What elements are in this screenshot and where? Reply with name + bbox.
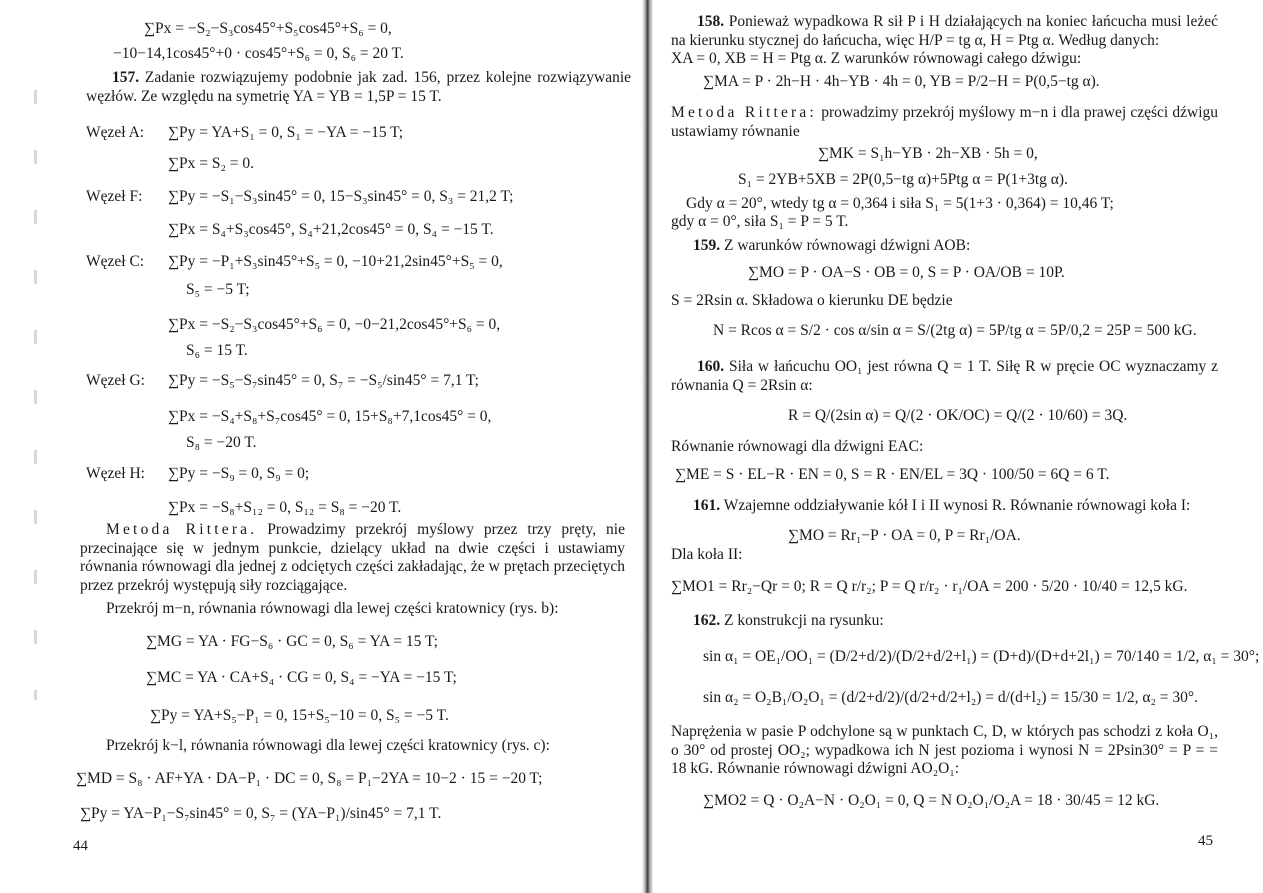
paragraph-162-continued: Naprężenia w pasie P odchylone są w punktach C, D, w których pas schodzi z koła O₁, o 30° od prostej OO₂; wypadkowa ich N jest pozioma i wynosi N = 2Psin30° = P = = 18 kG. Równanie równowagi dźwigni AO₂O₁: — [671, 723, 1218, 777]
paragraph-text: Z konstrukcji na rysunku: — [724, 612, 884, 629]
text-line: XA = 0, XB = H = Ptg α. Z warunków równowagi całego dźwigu: — [671, 50, 1082, 67]
equation-line: ∑MK = S₁h−YB · 2h−XB · 5h = 0, — [818, 145, 1038, 162]
equation-line: ∑Px = −S₄+S₈+S₇cos45° = 0, 15+S₈+7,1cos45° = 0, — [168, 408, 492, 425]
equation-line: ∑Py = YA−P₁−S₇sin45° = 0, S₇ = (YA−P₁)/sin45° = 7,1 T. — [80, 805, 442, 822]
node-label-f: Węzeł F: — [86, 188, 143, 205]
paragraph-158 — [671, 13, 1218, 50]
equation-line: sin α₂ = O₂B₁/O₂O₁ = (d/2+d/2)/(d/2+d/2+l₂) = d/(d+l₂) = 15/30 = 1/2, α₂ = 30°. — [703, 689, 1198, 706]
paragraph-text: Wzajemne oddziaływanie kół I i II wynosi R. Równanie równowagi koła I: — [723, 497, 1191, 514]
paragraph-159 — [693, 237, 970, 255]
paragraph-section-mn: Przekrój m−n, równania równowagi dla lewej części kratownicy (rys. b): — [106, 600, 559, 617]
right-page — [653, 0, 1263, 893]
equation-line: S₁ = 2YB+5XB = 2P(0,5−tg α)+5Ptg α = P(1+3tg α). — [738, 171, 1068, 188]
equation-line: ∑MD = S₈ · AF+YA · DA−P₁ · DC = 0, S₈ = P₁−2YA = 10−2 · 15 = −20 T; — [76, 770, 543, 787]
equation-line: ∑MG = YA · FG−S₆ · GC = 0, S₆ = YA = 15 T; — [146, 633, 438, 650]
text-line: Gdy α = 20°, wtedy tg α = 0,364 i siła S₁ = 5(1+3 · 0,364) = 10,46 T; — [686, 195, 1114, 212]
page-number: 45 — [1198, 833, 1213, 849]
section-heading: Metoda Rittera: — [671, 104, 818, 121]
equation-line: −10−14,1cos45°+0 · cos45°+S₆ = 0, S₆ = 20 T. — [113, 45, 404, 62]
problem-number: 158. — [697, 13, 725, 30]
equation-line: ∑MC = YA · CA+S₄ · CG = 0, S₄ = −YA = −15 T; — [146, 669, 457, 686]
node-label-h: Węzeł H: — [86, 465, 145, 482]
paragraph-ritter-method — [671, 104, 1218, 141]
node-label-a: Węzeł A: — [86, 124, 145, 141]
text-line: Równanie równowagi dla dźwigni EAC: — [671, 438, 924, 455]
node-label-g: Węzeł G: — [86, 372, 145, 389]
equation-line: ∑Px = S₄+S₃cos45°, S₄+21,2cos45° = 0, S₄ = −15 T. — [168, 221, 494, 238]
equation-line: ∑Py = YA+S₅−P₁ = 0, 15+S₅−10 = 0, S₅ = −5 T. — [150, 707, 449, 724]
problem-number: 160. — [697, 358, 725, 375]
problem-number: 157. — [112, 69, 140, 86]
equation-line: N = Rcos α = S/2 · cos α/sin α = S/(2tg α) = 5P/tg α = 5P/0,2 = 25P = 500 kG. — [713, 322, 1197, 339]
equation-line: ∑Px = −S₂−S₃cos45°+S₆ = 0, −0−21,2cos45°+S₆ = 0, — [168, 316, 501, 333]
equation-line: S₅ = −5 T; — [186, 281, 250, 298]
paragraph-section-kl: Przekrój k−l, równania równowagi dla lewej części kratownicy (rys. c): — [106, 737, 550, 754]
book-spine — [641, 0, 653, 893]
equation-line: R = Q/(2sin α) = Q/(2 · OK/OC) = Q/(2 · 10/60) = 3Q. — [788, 407, 1128, 424]
equation-line: ∑Py = YA+S₁ = 0, S₁ = −YA = −15 T; — [168, 124, 404, 141]
equation-line: ∑MA = P · 2h−H · 4h−YB · 4h = 0, YB = P/2−H = P(0,5−tg α). — [703, 73, 1100, 90]
equation-line: S₆ = 15 T. — [186, 342, 248, 359]
paragraph-text: Prowadzimy przekrój myślowy przez trzy pręty, nie przecinające się w jednym punkcie, dzielący układ na dwie części i ustawiamy równania równowagi dla jednej z odciętych części zakładając, że w prętach przeciętych przez przekrój występują siły rozciągające. — [80, 521, 625, 594]
text-line: gdy α = 0°, siła S₁ = P = 5 T. — [671, 213, 849, 230]
equation-line: ∑Py = −P₁+S₃sin45°+S₅ = 0, −10+21,2sin45°+S₅ = 0, — [168, 253, 503, 270]
paragraph-160 — [671, 358, 1218, 395]
equation-line: ∑Px = S₂ = 0. — [168, 155, 255, 172]
paragraph-text: Z warunków równowagi dźwigni AOB: — [724, 237, 971, 254]
equation-line: ∑MO2 = Q · O₂A−N · O₂O₁ = 0, Q = N O₂O₁/O₂A = 18 · 30/45 = 12 kG. — [703, 792, 1160, 809]
text-line: S = 2Rsin α. Składowa o kierunku DE będzie — [671, 292, 953, 309]
equation-line: ∑Py = −S₁−S₃sin45° = 0, 15−S₃sin45° = 0, S₃ = 21,2 T; — [168, 188, 514, 205]
paragraph-ritter-method — [80, 521, 625, 595]
page-number: 44 — [73, 838, 88, 854]
problem-number: 161. — [693, 497, 721, 514]
equation-line: ∑Px = −S₈+S₁₂ = 0, S₁₂ = S₈ = −20 T. — [168, 499, 402, 516]
equation-line: ∑Px = −S₂−S₃cos45°+S₅cos45°+S₆ = 0, — [144, 20, 392, 37]
equation-line: ∑Py = −S₉ = 0, S₉ = 0; — [168, 465, 310, 482]
equation-line: sin α₁ = OE₁/OO₁ = (D/2+d/2)/(D/2+d/2+l₁) = (D+d)/(D+d+2l₁) = 70/140 = 1/2, α₁ = 30°; — [703, 648, 1260, 665]
equation-line: ∑ME = S · EL−R · EN = 0, S = R · EN/EL = 3Q · 100/50 = 6Q = 6 T. — [675, 466, 1110, 483]
paragraph-text: Zadanie rozwiązujemy podobnie jak zad. 156, przez kolejne rozwiązywanie węzłów. Ze względu na symetrię YA = YB = 1,5P = 15 T. — [86, 69, 632, 105]
equation-line: ∑Py = −S₅−S₇sin45° = 0, S₇ = −S₅/sin45° = 7,1 T; — [168, 372, 479, 389]
equation-line: ∑MO1 = Rr₂−Qr = 0; R = Q r/r₂; P = Q r/r₂ · r₁/OA = 200 · 5/20 · 10/40 = 12,5 kG. — [671, 578, 1188, 595]
equation-line: S₈ = −20 T. — [186, 434, 257, 451]
paragraph-157 — [86, 69, 631, 106]
problem-number: 159. — [693, 237, 721, 254]
paragraph-text: Siła w łańcuchu OO₁ jest równa Q = 1 T. Siłę R w pręcie OC wyznaczamy z równania Q = 2Rsin α: — [671, 358, 1219, 394]
paragraph-161 — [693, 497, 1190, 515]
paragraph-text: Ponieważ wypadkowa R sił P i H działających na koniec łańcucha musi leżeć na kierunku stycznej do łańcucha, więc H/P = tg α, H = Ptg α. Według danych: — [671, 13, 1219, 49]
paragraph-162 — [693, 612, 884, 630]
equation-line: ∑MO = Rr₁−P · OA = 0, P = Rr₁/OA. — [788, 527, 1021, 544]
text-line: Dla koła II: — [671, 546, 743, 563]
section-heading: Metoda Rittera. — [106, 521, 258, 538]
equation-line: ∑MO = P · OA−S · OB = 0, S = P · OA/OB = 10P. — [748, 264, 1065, 281]
node-label-c: Węzeł C: — [86, 253, 145, 270]
problem-number: 162. — [693, 612, 721, 629]
paragraph-text: prowadzimy przekrój myślowy m−n i dla prawej części dźwigu ustawiamy równanie — [671, 104, 1219, 140]
scan-edge-marks — [34, 60, 37, 700]
